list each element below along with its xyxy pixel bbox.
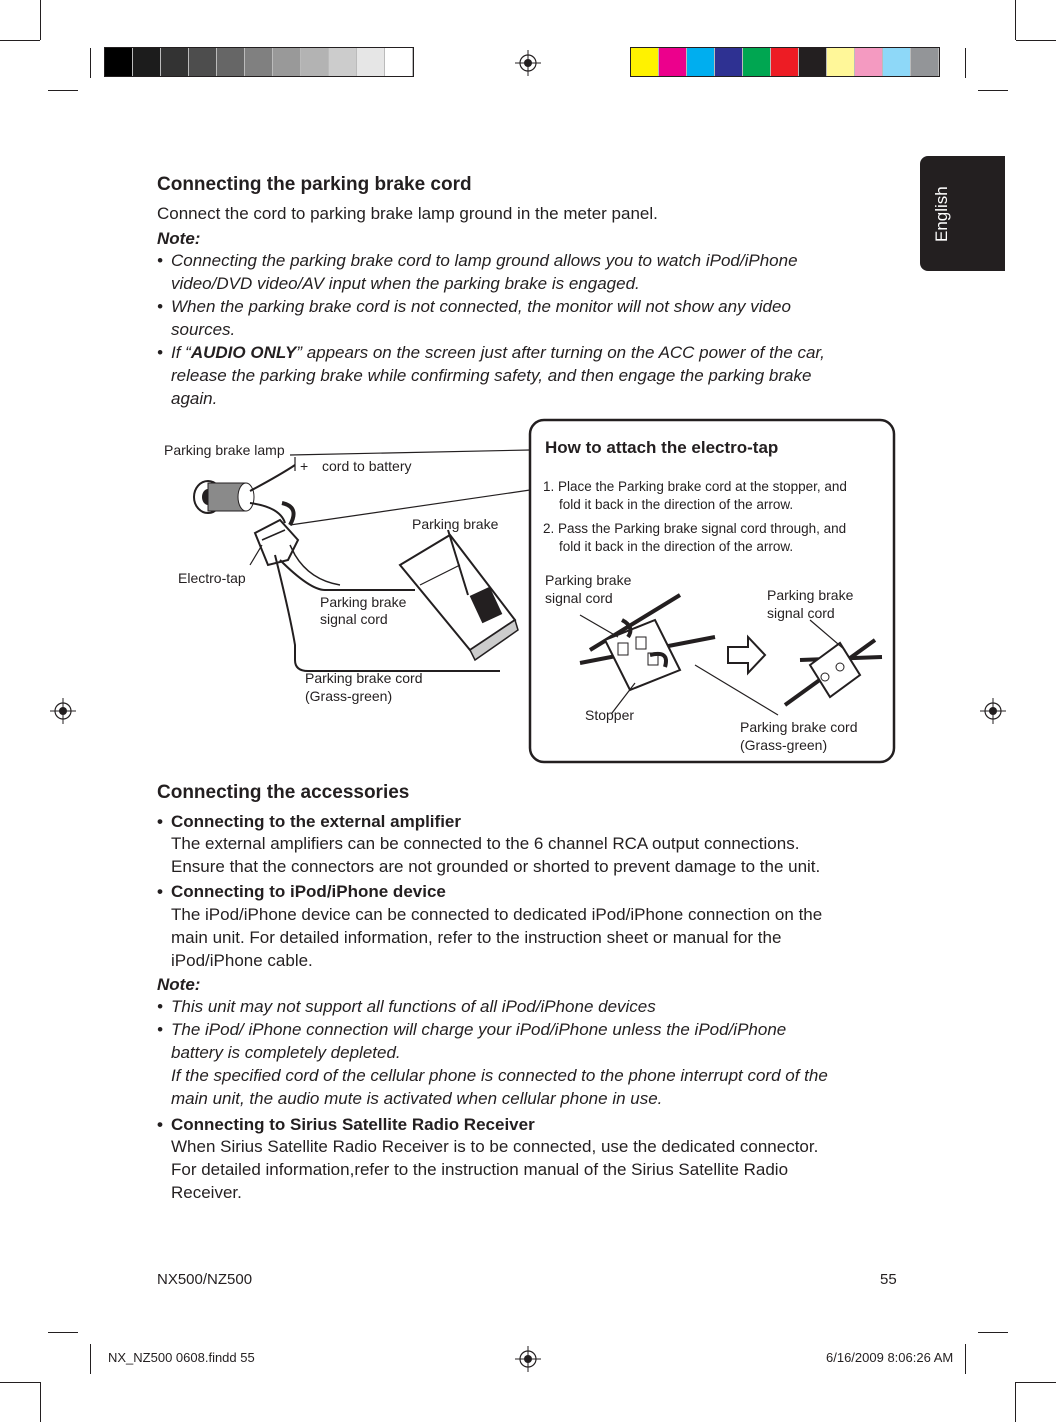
color-swatch <box>911 48 939 76</box>
color-swatch <box>161 48 189 76</box>
crop-mark <box>40 1382 41 1422</box>
accessory-text: The external amplifiers can be connected to the 6 channel RCA output connections. <box>171 834 800 853</box>
accessory-item: • <box>157 1115 163 1134</box>
note-item: • <box>157 997 163 1016</box>
electro-tap-diagram <box>150 415 900 770</box>
inset-signal-left-2: signal cord <box>545 590 613 606</box>
inset-signal-right-2: signal cord <box>767 605 835 621</box>
crop-mark <box>1015 1382 1016 1422</box>
model-number: NX500/NZ500 <box>157 1271 253 1288</box>
color-swatch <box>245 48 273 76</box>
label-signal-cord-2: signal cord <box>320 611 388 627</box>
note-text: video/DVD video/AV input when the parking brake is engaged. <box>171 274 640 293</box>
color-swatch <box>357 48 385 76</box>
color-swatch <box>743 48 771 76</box>
registration-mark-icon <box>980 698 1006 724</box>
note-label: Note: <box>157 229 201 248</box>
note-text: sources. <box>171 320 236 339</box>
inset-title: How to attach the electro-tap <box>545 438 779 457</box>
note-item: • <box>157 251 163 270</box>
note-text: Connecting the parking brake cord to lamp ground allows you to watch iPod/iPhone <box>171 251 798 270</box>
accessory-title-sirius: Connecting to Sirius Satellite Radio Receiver <box>171 1115 535 1134</box>
parking-brake-icon <box>400 530 518 660</box>
crop-mark <box>0 1382 40 1383</box>
note-label: Note: <box>157 975 201 994</box>
label-brake-cord-1: Parking brake cord <box>305 670 423 686</box>
inset-signal-left-1: Parking brake <box>545 572 632 588</box>
crop-mark <box>40 0 41 40</box>
note-item: • <box>157 297 163 316</box>
color-swatch <box>799 48 827 76</box>
color-swatch <box>105 48 133 76</box>
accessory-text: iPod/iPhone cable. <box>171 951 313 970</box>
note-item: • <box>157 1020 163 1039</box>
accessory-text: When Sirius Satellite Radio Receiver is to be connected, use the dedicated connector. <box>171 1137 819 1156</box>
crop-mark <box>1015 0 1016 40</box>
electro-tap-open-icon <box>580 595 715 690</box>
crop-mark <box>48 1332 78 1333</box>
color-swatch <box>883 48 911 76</box>
color-swatch <box>329 48 357 76</box>
arrow-right-icon <box>728 637 765 673</box>
section-heading-parking-brake: Connecting the parking brake cord <box>157 174 472 195</box>
inset-step-1a: 1. Place the Parking brake cord at the stopper, and <box>543 479 847 494</box>
note-text: battery is completely depleted. <box>171 1043 401 1062</box>
color-swatch <box>385 48 413 76</box>
accessory-text: For detailed information,refer to the instruction manual of the Sirius Satellite Radio <box>171 1160 789 1179</box>
color-swatch <box>631 48 659 76</box>
color-swatch <box>301 48 329 76</box>
inset-step-2a: 2. Pass the Parking brake signal cord through, and <box>543 521 847 536</box>
crop-mark <box>978 1332 1008 1333</box>
section-heading-accessories: Connecting the accessories <box>157 782 410 803</box>
note-text: main unit, the audio mute is activated when cellular phone in use. <box>171 1089 663 1108</box>
note-item: • <box>157 343 163 362</box>
inset-step-1b: fold it back in the direction of the arrow. <box>559 497 794 512</box>
accessory-title-ipod: Connecting to iPod/iPhone device <box>171 882 446 901</box>
crop-mark <box>0 40 40 41</box>
accessory-text: The iPod/iPhone device can be connected to dedicated iPod/iPhone connection on the <box>171 905 823 924</box>
registration-mark-icon <box>515 50 541 76</box>
color-swatch <box>687 48 715 76</box>
process-color-bar <box>630 47 940 77</box>
crop-mark <box>965 1344 966 1374</box>
color-swatch <box>827 48 855 76</box>
accessory-text: Receiver. <box>171 1183 242 1202</box>
inset-step-2b: fold it back in the direction of the arrow. <box>559 539 794 554</box>
label-brake-cord-2: (Grass-green) <box>305 688 393 704</box>
registration-mark-icon <box>50 698 76 724</box>
note-text: release the parking brake while confirming safety, and then engage the parking brake <box>171 366 812 385</box>
section-intro: Connect the cord to parking brake lamp ground in the meter panel. <box>157 204 658 223</box>
inset-signal-right-1: Parking brake <box>767 587 854 603</box>
crop-mark <box>965 48 966 78</box>
label-plus: + <box>300 458 309 474</box>
language-tab-label: English <box>932 186 951 242</box>
color-swatch <box>133 48 161 76</box>
color-swatch <box>855 48 883 76</box>
color-swatch <box>273 48 301 76</box>
inset-stopper: Stopper <box>585 707 635 723</box>
color-swatch <box>715 48 743 76</box>
label-cord-to-battery: cord to battery <box>322 458 412 474</box>
print-slug-date: 6/16/2009 8:06:26 AM <box>826 1350 954 1365</box>
electro-tap-closed-icon <box>785 640 882 705</box>
grayscale-color-bar <box>104 47 414 77</box>
registration-mark-icon <box>515 1346 541 1372</box>
crop-mark <box>48 90 78 91</box>
accessory-title-amplifier: Connecting to the external amplifier <box>171 812 461 831</box>
label-parking-brake-lamp: Parking brake lamp <box>164 442 285 458</box>
crop-mark <box>978 90 1008 91</box>
language-tab <box>920 156 1005 271</box>
note-text: The iPod/ iPhone connection will charge your iPod/iPhone unless the iPod/iPhone <box>171 1020 787 1039</box>
inset-brake-cord-1: Parking brake cord <box>740 719 858 735</box>
label-parking-brake: Parking brake <box>412 516 499 532</box>
color-swatch <box>771 48 799 76</box>
print-slug-file: NX_NZ500 0608.findd 55 <box>108 1350 255 1365</box>
inset-brake-cord-2: (Grass-green) <box>740 737 828 753</box>
crop-mark <box>1016 1382 1056 1383</box>
accessory-text: Ensure that the connectors are not grounded or shorted to prevent damage to the unit. <box>171 857 821 876</box>
accessory-item: • <box>157 812 163 831</box>
audio-only-emphasis: AUDIO ONLY <box>190 343 297 362</box>
accessory-item: • <box>157 882 163 901</box>
note-text: If the specified cord of the cellular phone is connected to the phone interrupt cord of the <box>171 1066 828 1085</box>
accessory-text: main unit. For detailed information, refer to the instruction sheet or manual for the <box>171 928 782 947</box>
crop-mark <box>90 48 91 78</box>
note-text: again. <box>171 389 218 408</box>
note-text: If “AUDIO ONLY” appears on the screen just after turning on the ACC power of the car, <box>171 343 825 362</box>
page-number: 55 <box>880 1271 897 1288</box>
color-swatch <box>217 48 245 76</box>
color-swatch <box>659 48 687 76</box>
crop-mark <box>1016 40 1056 41</box>
label-signal-cord-1: Parking brake <box>320 594 407 610</box>
parking-brake-lamp-icon <box>194 481 254 513</box>
label-electro-tap: Electro-tap <box>178 570 246 586</box>
note-text: When the parking brake cord is not connected, the monitor will not show any video <box>171 297 791 316</box>
color-swatch <box>189 48 217 76</box>
crop-mark <box>90 1344 91 1374</box>
note-text: This unit may not support all functions of all iPod/iPhone devices <box>171 997 656 1016</box>
